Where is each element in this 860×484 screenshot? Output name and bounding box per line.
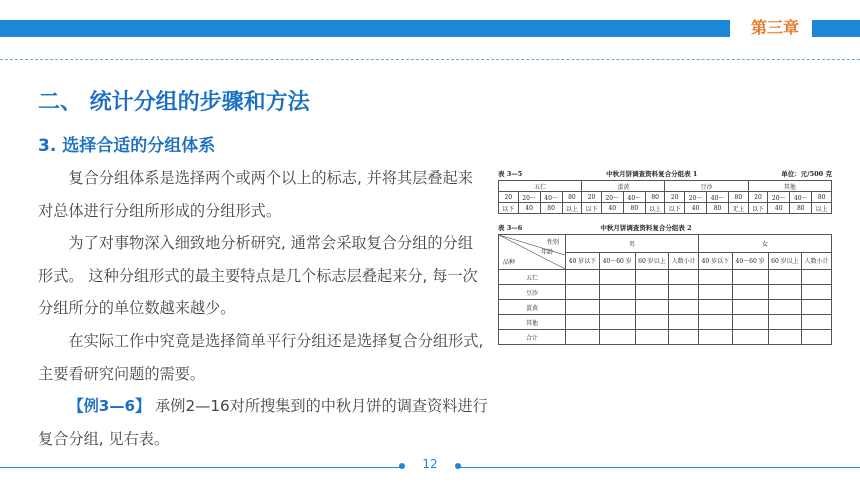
range-top: 80 xyxy=(568,193,576,201)
table2-empty-cell xyxy=(635,270,669,285)
range-top: 20～ xyxy=(522,194,536,202)
table2-empty-cell xyxy=(768,315,802,330)
table1-range-cell xyxy=(729,192,749,203)
range-bottom: 40 xyxy=(691,204,700,212)
range-bottom: 以下 xyxy=(751,205,764,213)
table2-age-header: 40 岁以下 xyxy=(566,252,600,270)
footer-dot-right xyxy=(455,463,461,469)
table1-caption xyxy=(498,168,832,180)
table1 xyxy=(498,180,832,214)
table2-empty-cell xyxy=(732,270,768,285)
table2-empty-cell xyxy=(802,285,832,300)
range-top: 20 xyxy=(754,193,762,201)
table2-row-label: 合计 xyxy=(499,330,566,345)
table2-empty-cell xyxy=(768,330,802,345)
range-top: 20～ xyxy=(688,194,703,202)
table2-empty-cell xyxy=(669,300,699,315)
table2-empty-cell xyxy=(698,315,732,330)
range-bottom: 40 xyxy=(608,204,617,212)
table2-empty-cell xyxy=(566,285,600,300)
table2-empty-cell xyxy=(698,270,732,285)
example-paragraph xyxy=(38,390,488,455)
table2-empty-cell xyxy=(669,270,699,285)
table-row xyxy=(499,315,832,330)
range-bottom: 80 xyxy=(713,204,722,212)
paragraph: 为了对事物深入细致地分析研究, 通常会采取复合分组的分组形式。 这种分组形式的最主要特点是几个标志层叠起来分, 每一次分组所分的单位数越来越少。 xyxy=(38,234,478,318)
range-bottom: 以上 xyxy=(649,205,662,213)
table1-group: 其他 xyxy=(748,181,831,192)
table2-empty-cell xyxy=(802,330,832,345)
table1-range-cell xyxy=(729,203,749,214)
table-figure xyxy=(498,168,832,345)
range-bottom: 以上 xyxy=(815,205,828,213)
table2-empty-cell xyxy=(599,285,635,300)
diag-label-gender: 性别 xyxy=(546,239,559,246)
diag-label-variety: 品种 xyxy=(503,259,516,266)
table2-empty-cell xyxy=(566,330,600,345)
body-text xyxy=(38,162,488,455)
paragraph: 在实际工作中究竟是选择简单平行分组还是选择复合分组形式, 主要看研究问题的需要。 xyxy=(38,331,484,383)
table2-age-header: 60 岁以上 xyxy=(635,252,669,270)
table2-age-header: 60 岁以上 xyxy=(768,252,802,270)
table2-row-label: 蛋黄 xyxy=(499,300,566,315)
header-bar xyxy=(0,20,730,37)
table1-range-cell xyxy=(540,203,562,214)
table2-empty-cell xyxy=(566,300,600,315)
table1-range-cell xyxy=(665,192,685,203)
table2-empty-cell xyxy=(802,300,832,315)
chapter-label: 第三章 xyxy=(750,18,799,37)
footer-dot-left xyxy=(399,463,405,469)
table1-range-cell xyxy=(707,192,729,203)
table2-empty-cell xyxy=(599,330,635,345)
table2-empty-cell xyxy=(669,285,699,300)
table2-empty-cell xyxy=(566,270,600,285)
range-bottom: 80 xyxy=(630,204,639,212)
page-title: 二、 统计分组的步骤和方法 xyxy=(38,90,310,115)
table1-range-cell xyxy=(790,203,812,214)
table1-range-cell xyxy=(665,203,685,214)
table2-empty-cell xyxy=(698,285,732,300)
header-bar-right xyxy=(812,20,860,37)
page-number: 12 xyxy=(422,457,438,471)
table2-age-header: 人数小计 xyxy=(669,252,699,270)
range-bottom: 80 xyxy=(547,204,555,212)
table2-empty-cell xyxy=(802,270,832,285)
range-top: 20 xyxy=(587,193,596,201)
range-top: 40～ xyxy=(793,194,808,202)
table2-age-header: 人数小计 xyxy=(802,252,832,270)
table2 xyxy=(498,234,832,345)
paragraph: 复合分组体系是选择两个或两个以上的标志, 并将其层叠起来对总体进行分组所形成的分组形式。 xyxy=(38,169,473,220)
table1-range-cell xyxy=(601,203,623,214)
table1-range-cell xyxy=(582,203,602,214)
range-bottom: 80 xyxy=(796,204,805,212)
table1-range-cell xyxy=(645,203,665,214)
table2-row-label: 其他 xyxy=(499,315,566,330)
gender-female: 女 xyxy=(698,235,831,253)
table1-group: 五仁 xyxy=(499,181,582,192)
footer-line-right xyxy=(460,467,860,468)
table1-range-cell xyxy=(768,203,790,214)
table1-range-cell xyxy=(499,192,519,203)
table1-group: 豆沙 xyxy=(665,181,748,192)
range-top: 20 xyxy=(504,193,513,201)
range-bottom: 以下 xyxy=(668,205,681,213)
table2-title: 中秋月饼调查资料复合分组表 2 xyxy=(600,224,692,232)
table1-range-cell xyxy=(623,203,645,214)
table2-caption xyxy=(498,222,832,234)
table2-empty-cell xyxy=(732,300,768,315)
table1-range-cell xyxy=(790,192,812,203)
table1-range-cell xyxy=(518,192,540,203)
table1-range-cell xyxy=(540,192,562,203)
table1-range-cell xyxy=(748,203,768,214)
header-divider xyxy=(0,59,860,60)
table2-empty-cell xyxy=(768,285,802,300)
table2-empty-cell xyxy=(802,315,832,330)
table2-empty-cell xyxy=(732,330,768,345)
table1-range-cell xyxy=(645,192,665,203)
footer-line-left xyxy=(0,467,400,468)
table-row xyxy=(499,285,832,300)
table1-range-cell xyxy=(518,203,540,214)
table1-range-cell xyxy=(812,203,832,214)
table2-empty-cell xyxy=(635,300,669,315)
example-text: 承例2—16对所搜集到的中秋月饼的调查资料进行复合分组, 见右表。 xyxy=(38,397,488,448)
range-top: 20～ xyxy=(771,194,786,202)
example-tag: 【例3—6】 xyxy=(68,397,151,416)
table2-age-header: 40 岁以下 xyxy=(698,252,732,270)
table2-empty-cell xyxy=(635,285,669,300)
range-bottom: 无上 xyxy=(732,205,745,213)
range-top: 20 xyxy=(670,193,679,201)
table2-empty-cell xyxy=(698,330,732,345)
table2-empty-cell xyxy=(698,300,732,315)
table1-range-cell xyxy=(748,192,768,203)
table2-empty-cell xyxy=(768,270,802,285)
range-top: 20～ xyxy=(605,194,620,202)
table2-empty-cell xyxy=(732,285,768,300)
table1-number: 表 3—5 xyxy=(498,170,523,178)
table1-range-cell xyxy=(685,203,707,214)
range-bottom: 40 xyxy=(774,204,783,212)
table2-empty-cell xyxy=(669,330,699,345)
range-top: 80 xyxy=(817,193,826,201)
table2-empty-cell xyxy=(669,315,699,330)
table2-empty-cell xyxy=(566,315,600,330)
table2-row-label: 五仁 xyxy=(499,270,566,285)
gender-male: 男 xyxy=(566,235,699,253)
table1-range-cell xyxy=(582,192,602,203)
table2-empty-cell xyxy=(768,300,802,315)
table2-empty-cell xyxy=(732,315,768,330)
range-bottom: 以下 xyxy=(585,205,598,213)
section-subtitle: 3. 选择合适的分组体系 xyxy=(38,136,216,156)
table2-empty-cell xyxy=(599,300,635,315)
diagonal-header xyxy=(499,235,566,270)
table1-range-cell xyxy=(623,192,645,203)
table1-range-cell xyxy=(685,192,707,203)
table-row xyxy=(499,270,832,285)
table1-range-cell xyxy=(601,192,623,203)
range-top: 80 xyxy=(651,193,659,201)
table2-age-header: 40～60 岁 xyxy=(599,252,635,270)
range-top: 40～ xyxy=(710,194,725,202)
table1-range-cell xyxy=(768,192,790,203)
table-row xyxy=(499,300,832,315)
table-row xyxy=(499,330,832,345)
table1-range-cell xyxy=(562,192,582,203)
table2-number: 表 3—6 xyxy=(498,224,523,232)
table1-range-cell xyxy=(812,192,832,203)
range-bottom: 以上 xyxy=(565,205,578,213)
table2-empty-cell xyxy=(635,330,669,345)
table2-age-header: 40～60 岁 xyxy=(732,252,768,270)
table2-empty-cell xyxy=(635,315,669,330)
range-bottom: 40 xyxy=(525,204,533,212)
table2-row-label: 豆沙 xyxy=(499,285,566,300)
table1-group: 蛋黄 xyxy=(582,181,665,192)
table1-title: 中秋月饼调查资料复合分组表 1 xyxy=(606,170,698,178)
table1-range-cell xyxy=(707,203,729,214)
range-top: 80 xyxy=(734,193,743,201)
table2-empty-cell xyxy=(599,315,635,330)
diag-label-age: 年龄 xyxy=(540,249,553,256)
range-top: 40～ xyxy=(544,194,558,202)
table1-range-cell xyxy=(499,203,519,214)
table1-unit: 单位：元/500 克 xyxy=(781,170,832,178)
range-top: 40～ xyxy=(627,194,642,202)
table1-range-cell xyxy=(562,203,582,214)
range-bottom: 以下 xyxy=(502,205,515,213)
table2-empty-cell xyxy=(599,270,635,285)
